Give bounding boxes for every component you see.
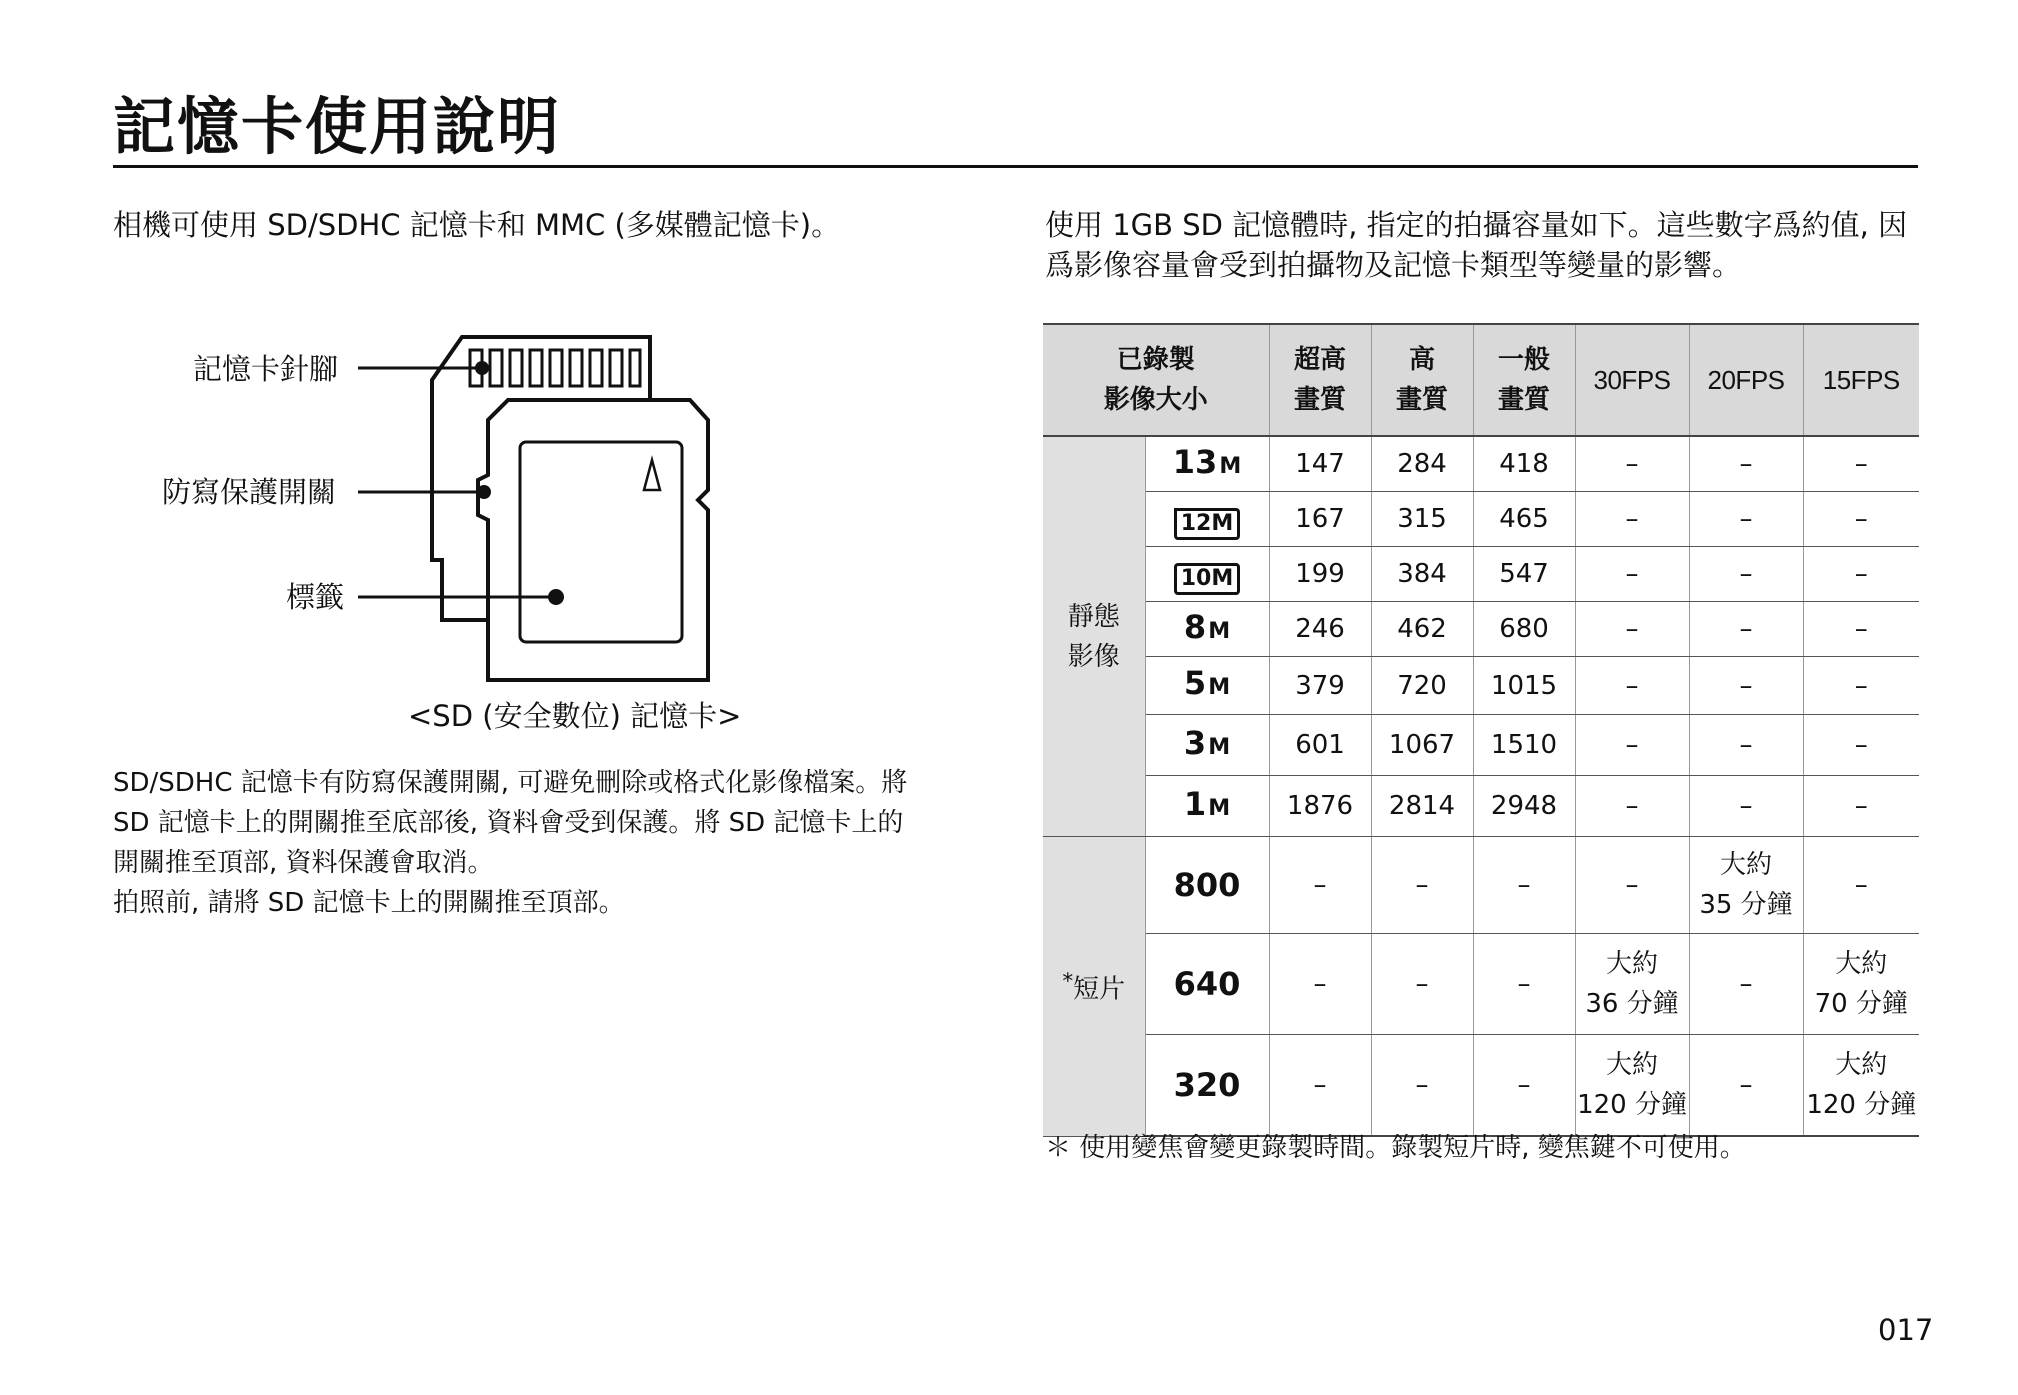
cell-fine: 284 bbox=[1371, 436, 1473, 492]
12m-wide-icon: 12M bbox=[1145, 492, 1269, 547]
header-20fps: 20FPS bbox=[1689, 324, 1803, 436]
movie-320-size: 320 bbox=[1145, 1035, 1269, 1137]
1m-icon: 1M bbox=[1145, 776, 1269, 837]
cell-20fps: – bbox=[1689, 776, 1803, 837]
cell-fine: 462 bbox=[1371, 602, 1473, 657]
cell-30fps: – bbox=[1575, 602, 1689, 657]
cell-normal: – bbox=[1473, 837, 1575, 934]
table-row bbox=[1043, 657, 1919, 715]
cell-superfine: – bbox=[1269, 934, 1371, 1035]
table-row bbox=[1043, 436, 1919, 492]
cell-fine: 384 bbox=[1371, 547, 1473, 602]
paragraph-line: 開關推至頂部, 資料保護會取消。 bbox=[113, 848, 494, 878]
cell-normal: 1015 bbox=[1473, 657, 1575, 715]
cell-20fps: – bbox=[1689, 715, 1803, 776]
cell-fine: 2814 bbox=[1371, 776, 1473, 837]
table-row bbox=[1043, 715, 1919, 776]
zoom-footnote: ＊ 使用變焦會變更錄製時間。錄製短片時, 變焦鍵不可使用。 bbox=[1045, 1133, 1746, 1163]
cell-fine: – bbox=[1371, 934, 1473, 1035]
cell-fine: 1067 bbox=[1371, 715, 1473, 776]
movie-clip-group: *短片 bbox=[1043, 837, 1145, 1137]
cell-30fps: – bbox=[1575, 657, 1689, 715]
table-header-row bbox=[1043, 324, 1919, 436]
header-superfine: 超高 畫質 bbox=[1269, 324, 1371, 436]
callout-write-protect: 防寫保護開關 bbox=[162, 475, 337, 509]
paragraph-line: SD/SDHC 記憶卡有防寫保護開關, 可避免刪除或格式化影像檔案。將 bbox=[113, 768, 908, 798]
table-row bbox=[1043, 837, 1919, 934]
cell-superfine: 246 bbox=[1269, 602, 1371, 657]
cell-normal: 2948 bbox=[1473, 776, 1575, 837]
paragraph-line: SD 記憶卡上的開關推至底部後, 資料會受到保護。將 SD 記憶卡上的 bbox=[113, 808, 904, 838]
write-protect-paragraph bbox=[113, 763, 993, 923]
cell-superfine: – bbox=[1269, 1035, 1371, 1137]
cell-15fps: 大約 70 分鐘 bbox=[1803, 934, 1919, 1035]
right-intro: 使用 1GB SD 記憶體時, 指定的拍攝容量如下。這些數字爲約值, 因爲影像容量會受到拍攝物及記憶卡類型等變量的影響。 bbox=[1045, 208, 1908, 282]
header-15fps: 15FPS bbox=[1803, 324, 1919, 436]
cell-superfine: 147 bbox=[1269, 436, 1371, 492]
header-30fps: 30FPS bbox=[1575, 324, 1689, 436]
card-caption: <SD (安全數位) 記憶卡> bbox=[408, 699, 742, 733]
3m-icon: 3M bbox=[1145, 715, 1269, 776]
cell-30fps: 大約 36 分鐘 bbox=[1575, 934, 1689, 1035]
cell-30fps: – bbox=[1575, 776, 1689, 837]
left-intro: 相機可使用 SD/SDHC 記憶卡和 MMC (多媒體記憶卡)。 bbox=[113, 208, 841, 242]
cell-normal: – bbox=[1473, 934, 1575, 1035]
switch-dot bbox=[477, 485, 491, 499]
movie-640-size: 640 bbox=[1145, 934, 1269, 1035]
cell-20fps: – bbox=[1689, 657, 1803, 715]
cell-20fps: – bbox=[1689, 934, 1803, 1035]
cell-15fps: – bbox=[1803, 837, 1919, 934]
callout-label: 標籤 bbox=[286, 580, 345, 614]
capacity-table bbox=[1043, 323, 1919, 1137]
table-row bbox=[1043, 1035, 1919, 1137]
header-fine: 高 畫質 bbox=[1371, 324, 1473, 436]
cell-20fps: 大約 35 分鐘 bbox=[1689, 837, 1803, 934]
table-row bbox=[1043, 934, 1919, 1035]
13m-icon: 13M bbox=[1145, 436, 1269, 492]
callout-pins: 記憶卡針腳 bbox=[193, 352, 339, 386]
cell-20fps: – bbox=[1689, 1035, 1803, 1137]
cell-fine: 315 bbox=[1371, 492, 1473, 547]
10m-icon: 10M bbox=[1145, 547, 1269, 602]
cell-20fps: – bbox=[1689, 602, 1803, 657]
label-dot bbox=[548, 589, 564, 605]
cell-15fps: – bbox=[1803, 657, 1919, 715]
8m-icon: 8M bbox=[1145, 602, 1269, 657]
cell-30fps: – bbox=[1575, 436, 1689, 492]
card-label-area bbox=[520, 442, 682, 642]
header-size: 已錄製 影像大小 bbox=[1043, 324, 1269, 436]
cell-15fps: – bbox=[1803, 436, 1919, 492]
cell-30fps: – bbox=[1575, 837, 1689, 934]
movie-800-size: 800 bbox=[1145, 837, 1269, 934]
cell-20fps: – bbox=[1689, 436, 1803, 492]
table-row bbox=[1043, 602, 1919, 657]
cell-15fps: 大約 120 分鐘 bbox=[1803, 1035, 1919, 1137]
page-number: 017 bbox=[1878, 1313, 1934, 1347]
cell-15fps: – bbox=[1803, 776, 1919, 837]
cell-30fps: – bbox=[1575, 547, 1689, 602]
cell-superfine: 167 bbox=[1269, 492, 1371, 547]
cell-30fps: – bbox=[1575, 492, 1689, 547]
cell-30fps: – bbox=[1575, 715, 1689, 776]
cell-15fps: – bbox=[1803, 492, 1919, 547]
cell-normal: – bbox=[1473, 1035, 1575, 1137]
cell-normal: 465 bbox=[1473, 492, 1575, 547]
table-row bbox=[1043, 492, 1919, 547]
table-row bbox=[1043, 547, 1919, 602]
still-image-group: 靜態 影像 bbox=[1043, 436, 1145, 837]
cell-fine: 720 bbox=[1371, 657, 1473, 715]
cell-15fps: – bbox=[1803, 602, 1919, 657]
cell-superfine: – bbox=[1269, 837, 1371, 934]
cell-fine: – bbox=[1371, 1035, 1473, 1137]
5m-icon: 5M bbox=[1145, 657, 1269, 715]
table-row bbox=[1043, 776, 1919, 837]
cell-normal: 547 bbox=[1473, 547, 1575, 602]
pins-dot bbox=[475, 361, 489, 375]
cell-30fps: 大約 120 分鐘 bbox=[1575, 1035, 1689, 1137]
cell-15fps: – bbox=[1803, 547, 1919, 602]
cell-20fps: – bbox=[1689, 547, 1803, 602]
cell-superfine: 601 bbox=[1269, 715, 1371, 776]
header-normal: 一般 畫質 bbox=[1473, 324, 1575, 436]
cell-normal: 1510 bbox=[1473, 715, 1575, 776]
cell-15fps: – bbox=[1803, 715, 1919, 776]
cell-superfine: 379 bbox=[1269, 657, 1371, 715]
paragraph-line: 拍照前, 請將 SD 記憶卡上的開關推至頂部。 bbox=[113, 888, 625, 918]
cell-20fps: – bbox=[1689, 492, 1803, 547]
cell-fine: – bbox=[1371, 837, 1473, 934]
cell-normal: 680 bbox=[1473, 602, 1575, 657]
cell-superfine: 1876 bbox=[1269, 776, 1371, 837]
cell-superfine: 199 bbox=[1269, 547, 1371, 602]
cell-normal: 418 bbox=[1473, 436, 1575, 492]
page-title: 記憶卡使用說明 bbox=[113, 90, 562, 163]
